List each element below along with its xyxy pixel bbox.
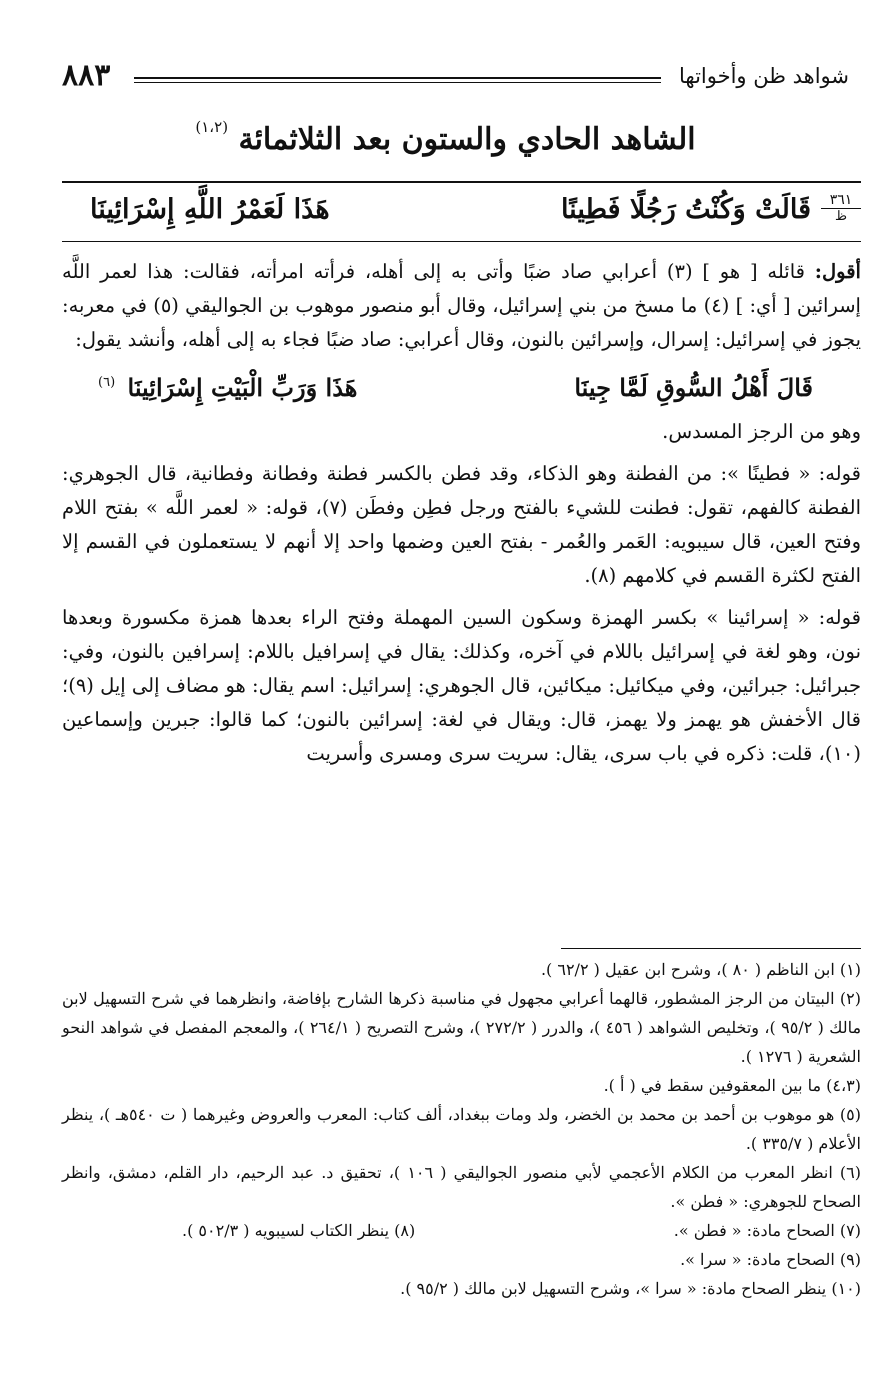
footnote-3-4: (٤،٣) ما بين المعقوفين سقط في ( أ ). bbox=[603, 1076, 861, 1095]
quoted-verse bbox=[62, 365, 861, 413]
footnote-10: (١٠) ينظر الصحاح مادة: « سرا »، وشرح التسهيل لابن مالك ( ٩٥/٢ ). bbox=[400, 1279, 861, 1298]
quoted-verse-footnote-ref: (٦) bbox=[98, 375, 116, 390]
paragraph-1-text: قائله [ هو ] (٣) أعرابي صاد ضبًا وأتى به إلى أهله، فرأته امرأته، فقالت: هذا لعمر اللَّه إسرائين [ أي: ] (٤) ما مسخ من بني إسرائيل، وقال أبو منصور موهوب بن الجواليقي (٥) في معربه: يجوز في إسرائيل: إسرال، وإسرائين بالنون، وقال أعرابي: صاد ضبًا فجاء به إلى أهله، وأنشد يقول: bbox=[62, 260, 861, 351]
footnote-5: (٥) هو موهوب بن أحمد بن محمد بن الخضر، ولد ومات ببغداد، ألف كتاب: المعرب والعروض وغيرهما ( ت ٥٤٠هـ )، ينظر الأعلام ( ٣٣٥/٧ ). bbox=[62, 1105, 861, 1153]
footnote-6: (٦) انظر المعرب من الكلام الأعجمي لأبي منصور الجواليقي ( ١٠٦ )، تحقيق د. عبد الرحيم، دار القلم، دمشق، وانظر الصحاح للجوهري: « فطن ». bbox=[62, 1163, 862, 1211]
verse-rule bbox=[62, 241, 861, 242]
quoted-verse-first: قَالَ أَهْلُ السُّوقِ لَمَّا جِينَا bbox=[574, 373, 813, 402]
quoted-verse-second-wrap bbox=[98, 371, 357, 410]
footnote-pair bbox=[62, 1216, 861, 1245]
footnote-8: (٨) ينظر الكتاب لسيبويه ( ٥٠٢/٣ ). bbox=[182, 1221, 416, 1240]
paragraph-3: قوله: « فطينًا »: من الفطنة وهو الذكاء، وقد فطن بالكسر فطنة وفطانة وفطانية، قال الجوهري: الفطنة كالفهم، تقول: فطنت للشيء بالفتح ورجل فطِن وفطَن (٧)، قوله: « لعمر اللَّه » بفتح اللام وفتح العين، قال سيبويه: العَمر والعُمر - بفتح العين وضمها واحد إلا أنهم لا يستعملون في القسم إلا الفتح لكثرة القسم في كلامهم (٨). bbox=[62, 462, 862, 587]
footnote-rule bbox=[561, 948, 861, 949]
running-header bbox=[62, 58, 849, 98]
header-rule bbox=[134, 77, 661, 83]
title-footnote-ref: (١،٢) bbox=[195, 118, 229, 136]
verse-tag: ظ bbox=[834, 209, 848, 224]
footnote-9: (٩) الصحاح مادة: « سرا ». bbox=[680, 1250, 861, 1269]
title-rule bbox=[62, 181, 861, 183]
section-title-text: الشاهد الحادي والستون بعد الثلاثمائة bbox=[238, 122, 696, 157]
section-title bbox=[0, 118, 891, 157]
footnote-1: (١) ابن الناظم ( ٨٠ )، وشرح ابن عقيل ( ٦٢/٢ ). bbox=[540, 960, 861, 979]
paragraph-2: وهو من الرجز المسدس. bbox=[662, 420, 861, 443]
main-verse bbox=[62, 190, 861, 238]
page-number: ٨٨٣ bbox=[62, 58, 111, 93]
paragraph-4: قوله: « إسرائينا » بكسر الهمزة وسكون السين المهملة وفتح الراء بعدها همزة مكسورة وبعدها نون، وهو لغة في إسرائيل باللام في آخره، وكذلك: يقال في إسرافيل باللام: إسرافين بالنون، وفي: جبرائيل: جبرائين، وفي ميكائيل: ميكائين، قال الجوهري: إسرائيل: اسم يقال: هو مضاف إلى إيل (٩)؛ قال الأخفش هو يهمز ولا يهمز، قال: ويقال في لغة: إسرائين بالنون؛ كما قالوا: جبرين وإسماعين (١٠)، قلت: ذكره في باب سرى، يقال: سريت سرى ومسرى وأسريت bbox=[62, 606, 861, 765]
paragraph-lead: أقول: bbox=[814, 260, 861, 283]
running-title: شواهد ظن وأخواتها bbox=[679, 64, 849, 88]
quoted-verse-second: هَذَا وَرَبِّ الْبَيْتِ إِسْرَائِينَا bbox=[127, 373, 358, 402]
verse-first-hemistich: قَالَتْ وَكُنْتُ رَجُلًا فَطِينًا bbox=[560, 194, 811, 225]
paragraph-1 bbox=[62, 255, 861, 357]
body-text bbox=[62, 255, 861, 779]
verse-second-hemistich: هَذَا لَعَمْرُ اللَّهِ إِسْرَائِينَا bbox=[90, 194, 330, 225]
footnote-2: (٢) البيتان من الرجز المشطور، قالهما أعرابي مجهول في مناسبة ذكرها الشارح بإفاضة، وانظرهما في شرح التسهيل لابن مالك ( ٩٥/٢ )، وتخليص الشواهد ( ٤٥٦ )، والدرر ( ٢٧٢/٢ )، وشرح التصريح ( ٢٦٤/١ )، والمعجم المفصل في شواهد النحو الشعرية ( ١٢٧٦ ). bbox=[62, 989, 862, 1066]
verse-number bbox=[821, 192, 861, 225]
verse-number-value: ٣٦١ bbox=[821, 192, 861, 209]
footnote-7: (٧) الصحاح مادة: « فطن ». bbox=[673, 1221, 861, 1240]
footnotes bbox=[62, 955, 861, 1303]
